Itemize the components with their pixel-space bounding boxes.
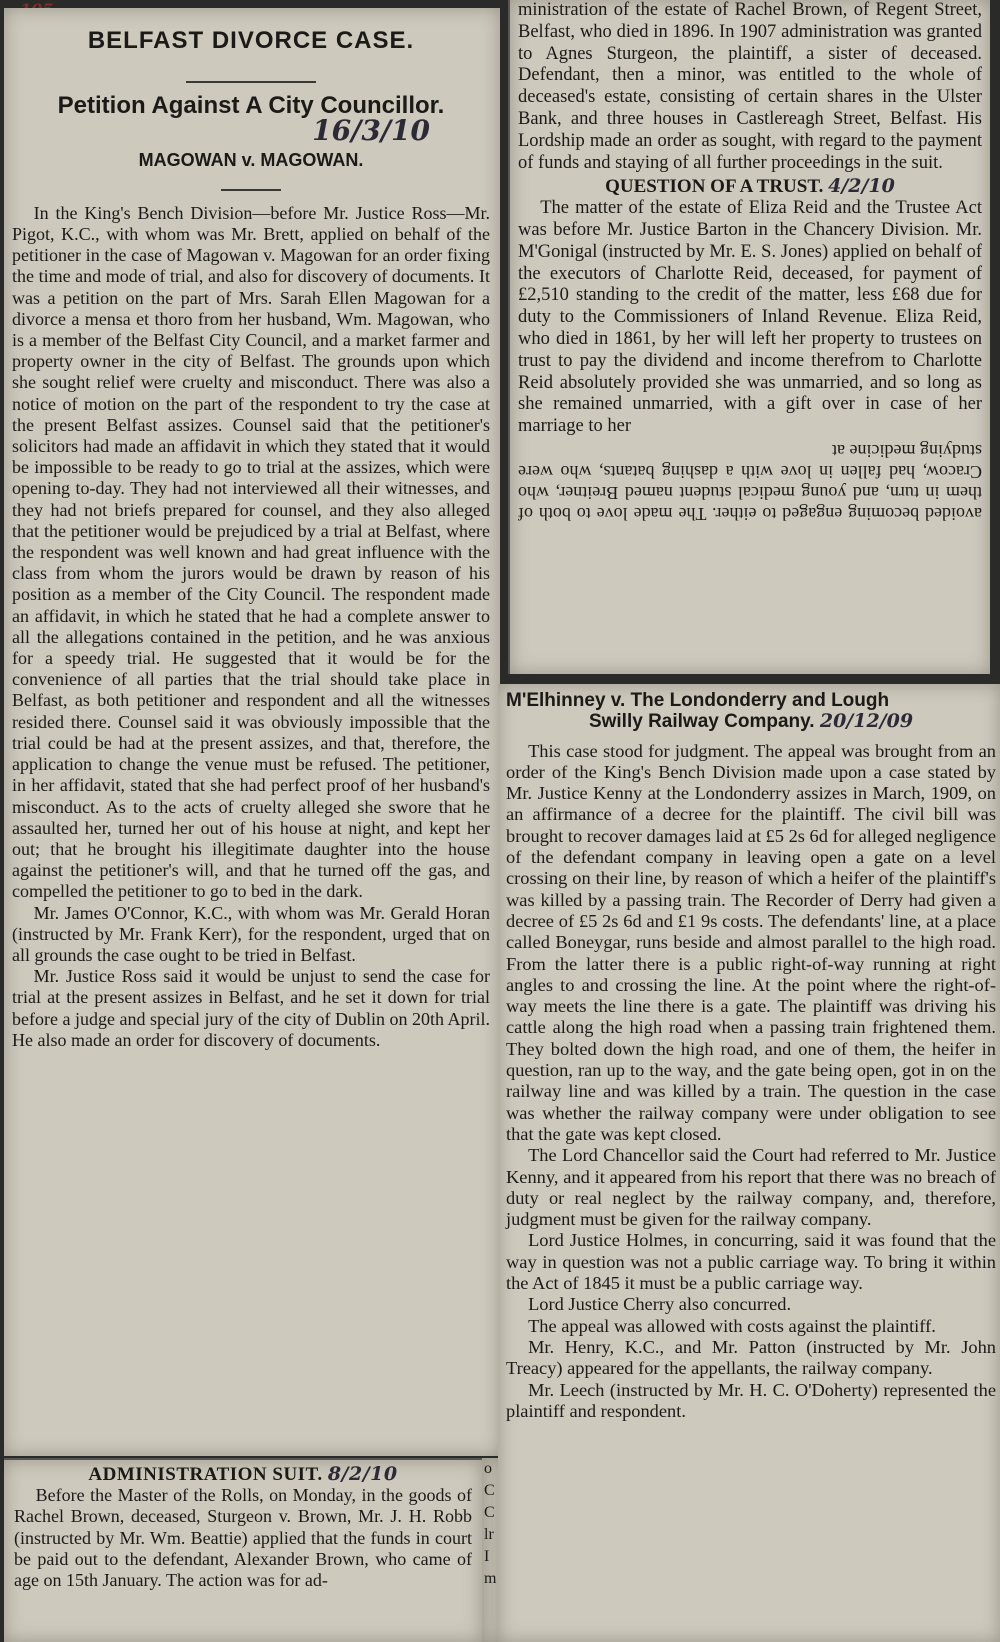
case-title-row2 xyxy=(506,711,996,732)
article-paragraph: Lord Justice Holmes, in concurring, said it was found that the way in question was not a public carriage way. To bring it within the Act of 1845 it must be a public carriage way. xyxy=(506,1230,996,1294)
trust-title-row xyxy=(518,176,982,198)
article-paragraph: This case stood for judgment. The appeal was brought from an order of the King's Bench Division made upon a case stated by Mr. Justice Kenny at the Londonderry assizes in March, 1909, on an affirmance of a decree for the plaintiff. The civil bill was brought to recover damages laid at £5 2s 6d for alleged negligence of the defendant company in leaving open a gate on a level crossing on their line, by reason of which a heifer of the plaintiff's was killed by a passing train. The Recorder of Derry had given a decree of £5 2s 6d and £1 9s costs. The defendants' line, at a place called Boneygar, runs beside and almost parallel to the high road. From the latter there is a public right-of-way running at right angles to and crossing the line. At the point where the right-of-way meets the line there is a gate. The plaintiff was driving his cattle along the high road when a passing train frightened them. They bolted down the high road, and one of them, the heifer in question, ran up to the way, and the gate being open, got in on the railway line and was killed by a train. The question in the case was whether the railway company were under obligation to see that the gate was kept closed. xyxy=(506,740,996,1144)
handwritten-date: 16/3/10 xyxy=(312,114,430,148)
handwritten-date: 20/12/09 xyxy=(819,710,914,733)
handwritten-date: 8/2/10 xyxy=(327,1463,398,1485)
article-paragraph: ministration of the estate of Rachel Brown, of Regent Street, Belfast, who died in 1896. In 1907 administration was granted to Agnes Sturgeon, the plaintiff, a sister of deceased. Defendant, then a minor, was entitled to the whole of deceased's estate, consisting of certain shares in the Ulster Bank, and three houses in Castlereagh Street, Belfast. His Lordship made an order as sought, with regard to the payment of funds and staying of all further proceedings in the suit. xyxy=(518,0,982,173)
article-paragraph: Lord Justice Cherry also concurred. xyxy=(528,1294,792,1315)
case-title: MAGOWAN v. MAGOWAN. xyxy=(138,149,364,170)
case-title-line2: Swilly Railway Company. xyxy=(588,711,815,733)
divider xyxy=(221,189,281,191)
article-title: BELFAST DIVORCE CASE. xyxy=(87,27,415,54)
article-paragraph: Before the Master of the Rolls, on Monday, in the goods of Rachel Brown, deceased, Sturgeon v. Brown, Mr. J. H. Robb (instructed by Mr. Wm. Beattie) applied that the funds in court be paid out to the defendant, Alexander Brown, who came of age on 15th January. The action was for ad- xyxy=(14,1485,472,1591)
divorce-case-clipping xyxy=(4,8,500,1456)
admin-title-row xyxy=(14,1464,472,1485)
railway-case-clipping xyxy=(498,684,1000,1642)
upside-down-text: avoided becoming engaged to either. The made love to both of them in turn, and young medical student named Breitner, who Cracow, had fallen in love with a dashing batants, who were studying medicine at xyxy=(518,440,982,524)
trust-title: QUESTION OF A TRUST. xyxy=(605,176,824,198)
case-title: M'Elhinney v. The Londonderry and Lough xyxy=(506,690,890,711)
clipping-edge-strip: o C C lr I m xyxy=(482,1458,502,1642)
handwritten-date: 4/2/10 xyxy=(828,175,895,198)
article-paragraph: The appeal was allowed with costs against the plaintiff. xyxy=(528,1315,936,1336)
article-paragraph: Mr. Henry, K.C., and Mr. Patton (instructed by Mr. John Treacy) appeared for the appellants, the railway company. xyxy=(506,1336,996,1379)
administration-suit-clipping xyxy=(4,1458,482,1642)
article-paragraph: In the King's Bench Division—before Mr. Justice Ross—Mr. Pigot, K.C., with whom was Mr. Brett, applied on behalf of the petitioner in the case of Magowan v. Magowan for an order fixing the time and mode of trial, and also for discovery of documents. It was a petition on the part of Mrs. Sarah Ellen Magowan for a divorce a mensa et thoro from her husband, Wm. Magowan, who is a member of the Belfast City Council, and a market farmer and property owner in the city of Belfast. The grounds upon which she sought relief were cruelty and misconduct. There was also a notice of motion on the part of the respondent to try the case at the present Belfast assizes. Counsel said that the petitioner's solicitors had made an affidavit in which they stated that it would be impossible to be ready to go to trial at the assizes, which were opening to-day. They had not interviewed all their witnesses, and they had not briefs prepared for counsel, and they also alleged that the petitioner would be prejudiced by a trial at Belfast, where the respondent was well known and had great influence with the class from whom the jurors would be drawn by reason of his position as a member of the City Council. The respondent made an affidavit, in which he stated that he had a complete answer to all the allegations contained in the petition, and he was anxious for a speedy trial. He suggested that it would be for the convenience of all parties that the trial should take place in Belfast, as both petitioner and respondent and all the witnesses resided there. Counsel said it was obviously impossible that the trial could be had at the present assizes, and that, therefore, the application to change the venue must be refused. The petitioner, in her affidavit, stated that she had perfect proof of her husband's misconduct. As to the acts of cruelty alleged she swore that he assaulted her, turned her out of his house at night, and kept her out; that he brought his illegitimate daughter into the house against the petitioner's will, and that he turned off the gas, and compelled the petitioner to go to bed in the dark. xyxy=(12,202,490,902)
admin-title: ADMINISTRATION SUIT. xyxy=(88,1464,323,1485)
estate-clipping xyxy=(508,0,990,674)
article-paragraph: Mr. Leech (instructed by Mr. H. C. O'Doherty) represented the plaintiff and respondent. xyxy=(506,1379,996,1421)
article-paragraph: Mr. James O'Connor, K.C., with whom was Mr. Gerald Horan (instructed by Mr. Frank Kerr), for the respondent, urged that on all grounds the case ought to be tried in Belfast. xyxy=(12,902,490,965)
divider xyxy=(186,81,316,83)
article-paragraph: The matter of the estate of Eliza Reid and the Trustee Act was before Mr. Justice Barton in the Chancery Division. Mr. M'Gonigal (instructed by Mr. E. S. Jones) applied on behalf of the executors of Charlotte Reid, deceased, for payment of £2,510 standing to the credit of the matter, less £68 due for duty to the Commissioners of Inland Revenue. Eliza Reid, who died in 1861, by her will left her property to trustees on trust to pay the dividend and income therefrom to Charlotte Reid absolutely provided she was unmarried, and so long as she remained unmarried, with a gift over in case of her marriage to her xyxy=(518,198,982,437)
article-paragraph: Mr. Justice Ross said it would be unjust to send the case for trial at the present assizes in Belfast, and he set it down for trial before a judge and special jury of the city of Dublin on 20th April. He also made an order for discovery of documents. xyxy=(12,966,490,1050)
article-subtitle: Petition Against A City Councillor. xyxy=(57,92,445,120)
article-paragraph: The Lord Chancellor said the Court had referred to Mr. Justice Kenny, and it appeared from his report that there was no breach of duty or real neglect by the railway company, and, therefore, judgment must be given for the railway company. xyxy=(506,1145,996,1230)
